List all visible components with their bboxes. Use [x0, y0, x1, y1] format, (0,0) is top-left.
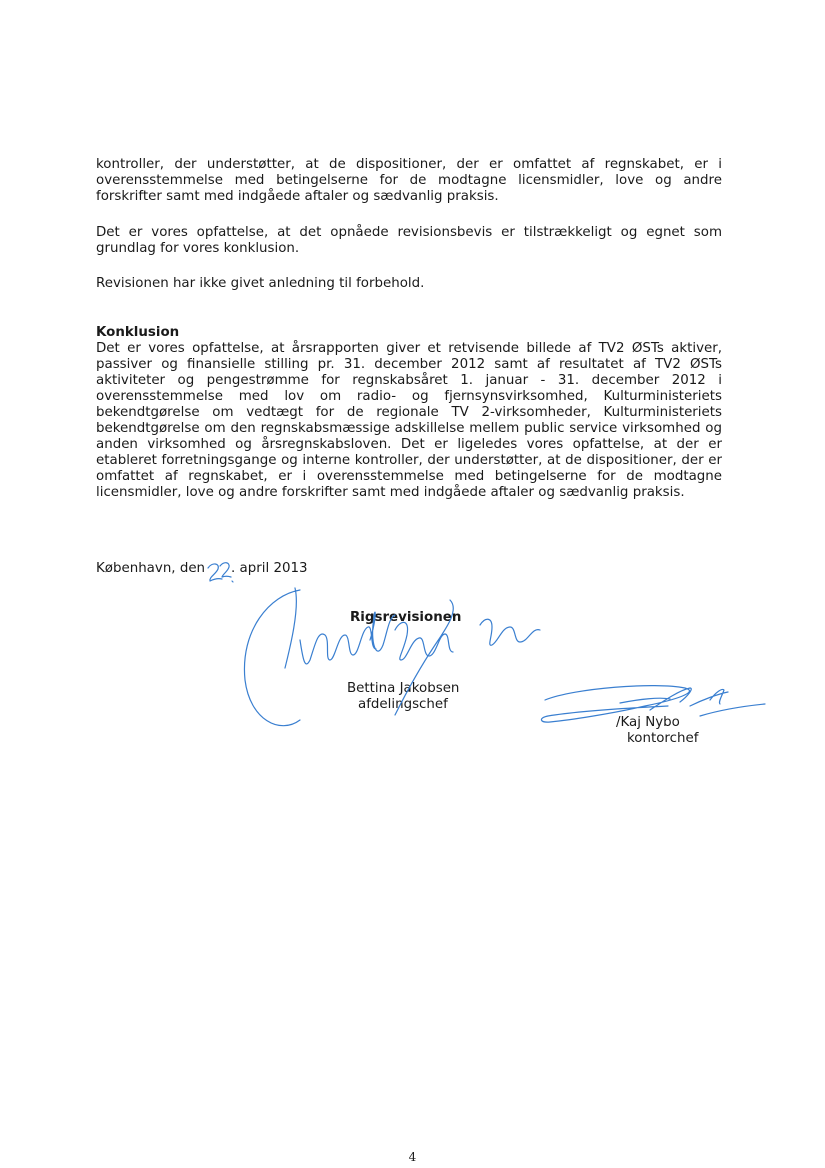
- paragraph-evidence: Det er vores opfattelse, at det opnåede revisionsbevis er tilstrækkeligt og egnet som grundlag for vores konklusion.: [96, 225, 722, 256]
- signer1-title: afdelingschef: [358, 697, 448, 712]
- signer2-name: /Kaj Nybo: [616, 715, 680, 730]
- date-suffix: . april 2013: [231, 561, 308, 576]
- place-prefix: København, den: [96, 561, 206, 576]
- organization-name: Rigsrevisionen: [350, 610, 462, 625]
- paragraph-controls: kontroller, der understøtter, at de dispositioner, der er omfattet af regnskabet, er i overensstemmelse med betingelserne for de modtagne licensmidler, love og andre forskrifter samt med indgåede aftaler og sædvanlig praksis.: [96, 157, 722, 204]
- paragraph-no-qualification: Revisionen har ikke givet anledning til forbehold.: [96, 276, 425, 291]
- signer2-title: kontorchef: [627, 731, 699, 746]
- page-number: 4: [408, 1150, 417, 1164]
- date-line: [96, 561, 308, 577]
- conclusion-heading: Konklusion: [96, 325, 180, 340]
- conclusion-text: Det er vores opfattelse, at årsrapporten giver et retvisende billede af TV2 ØSTs aktiver, passiver og finansielle stilling pr. 31. december 2012 samt af resultatet af TV2 ØSTs aktiviteter og pengestrømme for regnskabsåret 1. januar - 31. december 2012 i overensstemmelse med lov om radio- og fjernsynsvirksomhed, Kulturministeriets bekendtgørelse om vedtægt for de regionale TV 2-virksomheder, Kulturministeriets bekendtgørelse om den regnskabsmæssige adskillelse mellem public service virksomhed og anden virksomhed og årsregnskabsloven. Det er ligeledes vores opfattelse, at der er etableret forretningsgange og interne kontroller, der understøtter, at de dispositioner, der er omfattet af regnskabet, er i overensstemmelse med betingelserne for de modtagne licensmidler, love og andre forskrifter samt med indgåede aftaler og sædvanlig praksis.: [96, 341, 722, 500]
- signer1-name: Bettina Jakobsen: [347, 681, 460, 696]
